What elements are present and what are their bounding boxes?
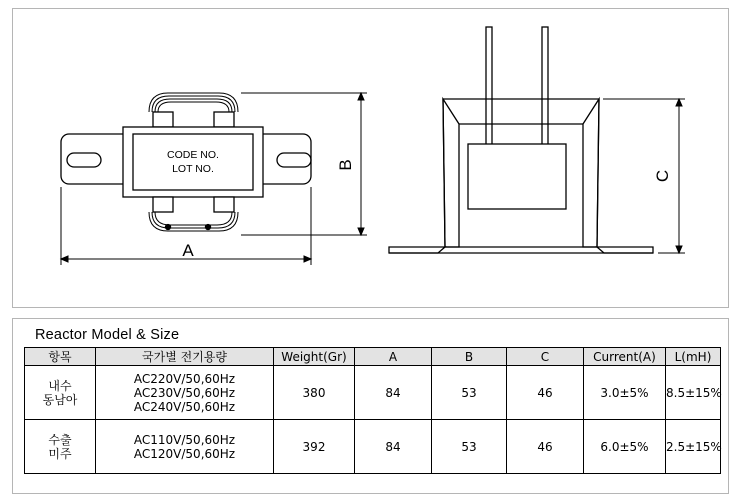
- voltage-cell: AC110V/50,60Hz AC120V/50,60Hz: [96, 420, 274, 474]
- dimension-b-label: B: [336, 159, 355, 171]
- side-view: [389, 27, 653, 253]
- table-title: Reactor Model & Size: [35, 327, 180, 343]
- reactor-drawing: [13, 9, 730, 309]
- left-mounting-hole: [67, 153, 101, 167]
- code-no-label: CODE NO.: [167, 149, 219, 161]
- terminal-pin-left: [486, 27, 492, 147]
- header-voltage: 국가별 전기용량: [96, 348, 274, 366]
- top-winding: [149, 93, 238, 112]
- category-cell: 수출 미주: [25, 420, 96, 474]
- reactor-spec-table: [24, 347, 721, 474]
- front-view: [61, 93, 311, 231]
- label-plate: [133, 134, 253, 190]
- current-cell: 3.0±5%: [584, 366, 666, 420]
- header-weight: Weight(Gr): [274, 348, 355, 366]
- header-a: A: [355, 348, 432, 366]
- technical-drawing-panel: [12, 8, 729, 308]
- dimension-c: [603, 99, 685, 253]
- c-cell: 46: [507, 420, 584, 474]
- header-current: Current(A): [584, 348, 666, 366]
- c-cell: 46: [507, 366, 584, 420]
- b-cell: 53: [432, 366, 507, 420]
- current-cell: 6.0±5%: [584, 420, 666, 474]
- a-cell: 84: [355, 420, 432, 474]
- inductance-cell: 2.5±15%: [666, 420, 721, 474]
- table-header-row: [25, 348, 721, 366]
- table-row: [25, 366, 721, 420]
- terminal-dot-right: [206, 225, 211, 230]
- category-cell: 내수 동남아: [25, 366, 96, 420]
- right-mounting-hole: [277, 153, 311, 167]
- table-row: [25, 420, 721, 474]
- lot-no-label: LOT NO.: [172, 163, 214, 175]
- terminal-dot-left: [166, 225, 171, 230]
- dimension-a-label: A: [182, 241, 194, 260]
- b-cell: 53: [432, 420, 507, 474]
- bottom-winding: [149, 212, 238, 231]
- header-c: C: [507, 348, 584, 366]
- weight-cell: 392: [274, 420, 355, 474]
- header-b: B: [432, 348, 507, 366]
- weight-cell: 380: [274, 366, 355, 420]
- spec-table-panel: [12, 318, 729, 494]
- terminal-pin-right: [542, 27, 548, 147]
- header-category: 항목: [25, 348, 96, 366]
- header-inductance: L(mH): [666, 348, 721, 366]
- inductance-cell: 8.5±15%: [666, 366, 721, 420]
- coil-block: [468, 144, 566, 209]
- a-cell: 84: [355, 366, 432, 420]
- voltage-cell: AC220V/50,60Hz AC230V/50,60Hz AC240V/50,60Hz: [96, 366, 274, 420]
- dimension-c-label: C: [653, 169, 672, 183]
